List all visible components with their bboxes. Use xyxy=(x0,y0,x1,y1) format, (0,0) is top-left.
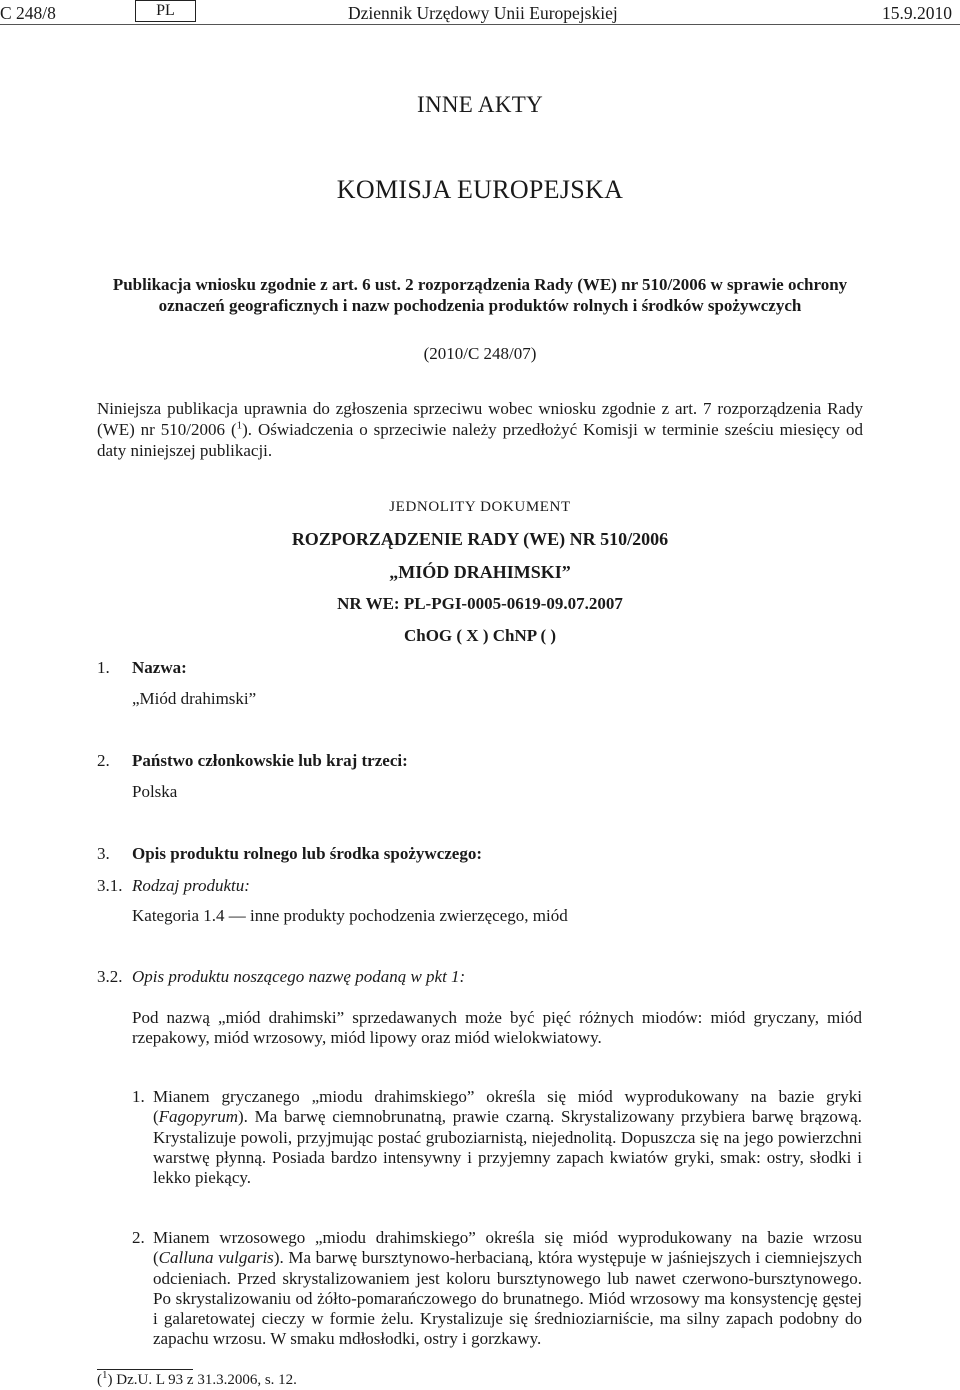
protection-type: ChOG ( X ) ChNP ( ) xyxy=(403,626,557,645)
item-2-number: 2. xyxy=(132,1228,145,1247)
intro-text-b: ). Oświadczenia o sprzeciwie należy przedłożyć Komisji w terminie sześciu miesięcy od daty niniejszej publikacji. xyxy=(97,420,863,460)
section-3-heading: Opis produktu rolnego lub środka spożywczego: xyxy=(132,844,482,863)
item-1-text-b: ). Ma barwę ciemnobrunatną, prawie czarną. Skrystalizowany przybiera barwę brązową. Krystalizuje powoli, przyjmując postać gruboziarnistą, niejednolitą. Dopuszcza się na jego powierzchni warstwę płynną. Posiada bardzo intensywny i przyjemny zapach kwiatów gryki, smak: ostry, słodki i lekko piekący. xyxy=(153,1107,862,1188)
section-1-value: „Miód drahimski” xyxy=(132,689,257,708)
section-1-heading: Nazwa: xyxy=(132,658,187,677)
section-2-number: 2. xyxy=(97,751,110,770)
journal-name: Dziennik Urzędowy Unii Europejskiej xyxy=(348,3,618,23)
page-reference: C 248/8 xyxy=(0,3,56,23)
publication-date: 15.9.2010 xyxy=(882,3,952,23)
product-name-title: „MIÓD DRAHIMSKI” xyxy=(389,562,571,582)
footnote-number: 1 xyxy=(102,1369,108,1381)
item-1-latin: Fagopyrum xyxy=(158,1107,238,1127)
footnote-rule xyxy=(97,1369,193,1370)
section-3-1-number: 3.1. xyxy=(97,876,123,895)
language-badge xyxy=(135,0,196,22)
section-1-number: 1. xyxy=(97,658,110,677)
document-label: JEDNOLITY DOKUMENT xyxy=(389,499,571,515)
section-title: INNE AKTY xyxy=(417,92,543,117)
section-3-1-heading: Rodzaj produktu: xyxy=(132,876,250,895)
item-1-text xyxy=(153,1087,862,1188)
item-2-text-a: Mianem wrzosowego „miodu drahimskiego” określa się miód wyprodukowany na bazie wrzosu ( xyxy=(153,1228,862,1268)
section-3-2-value: Pod nazwą „miód drahimski” sprzedawanych może być pięć różnych miodów: miód gryczany, miód rzepakowy, miód wrzosowy, miód lipowy oraz miód wielokwiatowy. xyxy=(132,1008,862,1047)
header-rule xyxy=(0,24,960,25)
footnote-text: Dz.U. L 93 z 31.3.2006, s. 12. xyxy=(116,1372,297,1388)
publication-title: Publikacja wniosku zgodnie z art. 6 ust. 2 rozporządzenia Rady (WE) nr 510/2006 w sprawie ochrony oznaczeń geograficznych i nazw pochodzenia produktów rolnych i środków spożywczych xyxy=(112,275,848,315)
section-2-value: Polska xyxy=(132,782,178,801)
item-2-latin: Calluna vulgaris xyxy=(158,1248,274,1268)
institution-title: KOMISJA EUROPEJSKA xyxy=(336,175,624,204)
language-code: PL xyxy=(156,2,175,19)
item-1-number: 1. xyxy=(132,1087,145,1106)
intro-text-a: Niniejsza publikacja uprawnia do zgłoszenia sprzeciwu wobec wniosku zgodnie z art. 7 rozporządzenia Rady (WE) nr 510/2006 ( xyxy=(97,399,863,439)
section-3-1-value: Kategoria 1.4 — inne produkty pochodzenia zwierzęcego, miód xyxy=(132,906,568,925)
ec-number: NR WE: PL-PGI-0005-0619-09.07.2007 xyxy=(337,594,623,613)
regulation-title: ROZPORZĄDZENIE RADY (WE) NR 510/2006 xyxy=(291,529,669,549)
section-3-2-heading: Opis produktu noszącego nazwę podaną w pkt 1: xyxy=(132,967,466,986)
footnote-ref[interactable]: 1 xyxy=(236,419,243,432)
footnote: ($^1$) Dz.U. L 93 z 31.3.2006, s. 12. xyxy=(97,1369,297,1388)
section-3-number: 3. xyxy=(97,844,110,863)
intro-paragraph xyxy=(97,398,863,461)
item-2-text-b: ). Ma barwę bursztynowo-herbacianą, która występuje w jaśniejszych i ciemniejszych odcieniach. Przed skrystalizowaniem jest koloru bursztynowego lub nawet czerwono-bursztynowego. Po skrystalizowaniu od żółto-pomarańczowego do brunatnego. Miód wrzosowy ma konsystencję gęstej i galaretowatej cieczy w formie żelu. Krystalizuje się średnioziarniście, ma silny zapach podobny do zapachu wrzosu. W smaku mdłosłodki, ostry i gorzkawy. xyxy=(153,1248,863,1349)
document-reference: (2010/C 248/07) xyxy=(423,344,537,363)
section-2-heading: Państwo członkowskie lub kraj trzeci: xyxy=(132,751,408,770)
section-3-2-number: 3.2. xyxy=(97,967,123,986)
item-2-text xyxy=(153,1228,862,1350)
item-1-text-a: Mianem gryczanego „miodu drahimskiego” określa się miód wyprodukowany na bazie gryki ( xyxy=(153,1087,862,1127)
